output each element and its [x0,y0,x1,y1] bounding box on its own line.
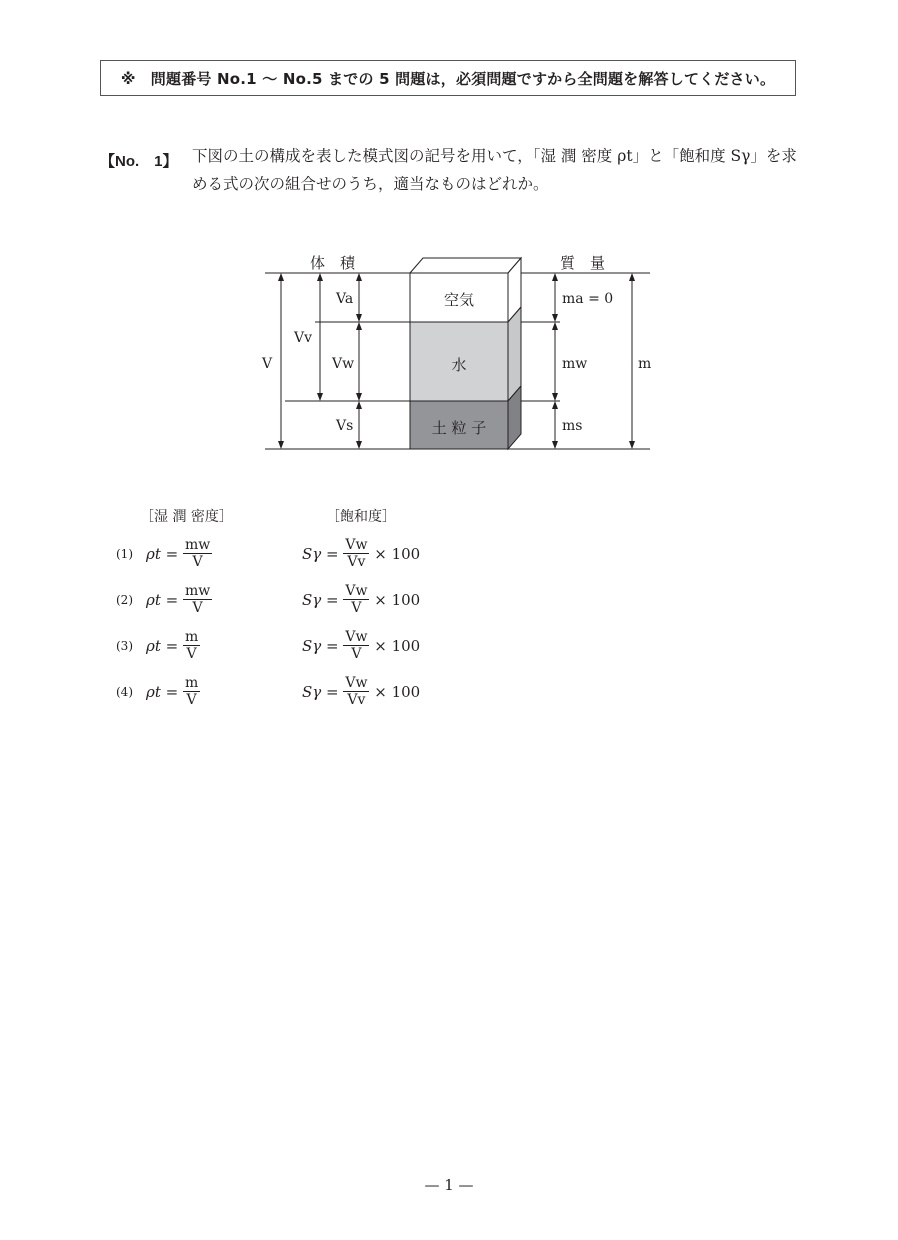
option-number: (3) [116,639,133,653]
density-formula: ρt = $\frac{m}{V}$ [146,629,199,662]
saturation-formula: Sγ = $\frac{Vw}{V}$ × 100 [302,629,421,662]
water-label: 水 [451,356,467,374]
fraction-denominator: Vv [347,692,366,708]
s-symbol: Sγ [302,590,322,609]
fraction-numerator: m [184,675,199,691]
question-number: 【No. 1】 [100,153,178,170]
density-fraction [183,537,212,570]
fraction-numerator: Vw [345,583,368,599]
V-label: V [262,356,273,372]
saturation-formula: Sγ = $\frac{Vw}{Vv}$ × 100 [302,675,421,708]
Va-label: Va [336,291,354,307]
density-fraction [183,675,200,708]
fraction-denominator: V [192,600,203,616]
ms-label: ms [562,418,583,434]
saturation-header: ［飽和度］ [326,509,396,525]
page-number: — 1 — [424,1176,474,1194]
times-100: × 100 [374,682,421,701]
times-100: × 100 [374,636,421,655]
rho-symbol: ρt [146,636,161,655]
density-formula: ρt = $\frac{mw}{V}$ [146,537,211,570]
Vw-label: Vw [332,356,355,372]
density-fraction [183,629,200,662]
question-line-2: める式の次の組合せのうち，適当なものはどれか。 [192,175,549,193]
density-formula: ρt = $\frac{mw}{V}$ [146,583,211,616]
notice-text: ※ 問題番号 No.1 ～ No.5 までの 5 問題は，必須問題ですから全問題を解答してください。 [120,70,776,88]
density-header: ［湿 潤 密度］ [140,509,233,525]
mass-header: 質 量 [560,254,606,272]
ma-label: ma = 0 [562,291,614,307]
saturation-fraction [343,629,369,662]
fraction-numerator: mw [184,537,211,553]
fraction-numerator: m [184,629,199,645]
rho-symbol: ρt [146,682,161,701]
fraction-denominator: V [186,646,197,662]
saturation-formula: Sγ = $\frac{Vw}{Vv}$ × 100 [302,537,421,570]
fraction-numerator: Vw [345,629,368,645]
saturation-formula: Sγ = $\frac{Vw}{V}$ × 100 [302,583,421,616]
air-label: 空気 [443,291,475,309]
saturation-fraction [343,675,369,708]
fraction-numerator: Vw [345,537,368,553]
rho-symbol: ρt [146,590,161,609]
Vv-label: Vv [294,330,313,346]
saturation-fraction [343,583,369,616]
rho-symbol: ρt [146,544,161,563]
fraction-numerator: mw [184,583,211,599]
volume-header: 体 積 [310,254,356,272]
option-number: (2) [116,593,133,607]
times-100: × 100 [374,544,421,563]
fraction-numerator: Vw [345,675,368,691]
fraction-denominator: V [351,600,362,616]
mw-label: mw [562,356,588,372]
times-100: × 100 [374,590,421,609]
density-fraction [183,583,212,616]
s-symbol: Sγ [302,682,322,701]
density-formula: ρt = $\frac{m}{V}$ [146,675,199,708]
s-symbol: Sγ [302,544,322,563]
fraction-denominator: V [192,554,203,570]
option-number: (4) [116,685,133,699]
option-number: (1) [116,547,133,561]
s-symbol: Sγ [302,636,322,655]
question-line-1: 下図の土の構成を表した模式図の記号を用いて，「湿 潤 密度 ρt」と「飽和度 Sγ」を求 [192,147,797,165]
saturation-fraction [343,537,369,570]
Vs-label: Vs [336,418,354,434]
fraction-denominator: Vv [347,554,366,570]
fraction-denominator: V [351,646,362,662]
soil-phase-diagram [0,0,898,470]
fraction-denominator: V [186,692,197,708]
m-label: m [638,356,652,372]
soil-label: 土 粒 子 [431,419,487,437]
